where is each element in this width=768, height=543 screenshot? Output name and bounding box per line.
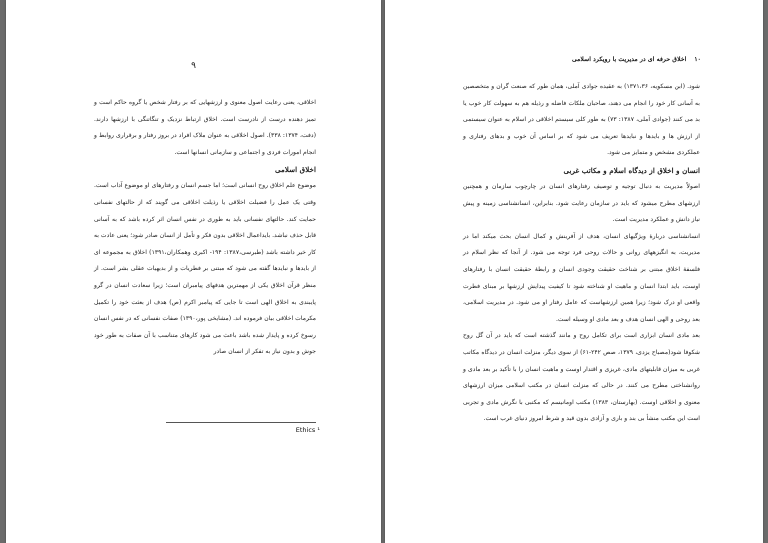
right-body-text (463, 79, 700, 428)
page-number: ۱۰ (694, 56, 701, 63)
paragraph: موضوع علم اخلاق روح انسانی است؛ اما جسم انسان و رفتارهای او موضوع آداب است. وقتی یک عمل را فضیلت اخلاقی یا رذیلت اخلاقی می گویند که از حالتهای نفسانی حمایت کند. حالتهای نفسانی باید به طوری در نفس انسان اثر کرده باشد که به آسانی قابل حذف نباشد. بایداعمال اخلاقی بدون فکر و تأمل از انسان صادر شود؛ یعنی عادت به کار خیر داشته باشد (طبرسی،۱۳۸۷: ۱۹۴- اکبری وهمکاران،۱۳۹۱) اخلاق به مجموعه ای از بایدها و نبایدها گفته می شود که مبتنی بر فطریات و از بدیهیات عقلی بشر است. از منظر قرآن اخلاق یکی از مهمترین هدفهای پیامبران است؛ زیرا سعادت انسان در گرو پایبندی به اخلاق الهی است تا جایی که پیامبر اکرم (ص) هدف از بعثت خود را تکمیل مکرمات اخلاقی بیان فرموده اند. (مشایخی پور،۱۳۹۰) صفات نفسانی که در نفس انسان رسوخ کرده و پایدار شده باشد باعث می شود کارهای متناسب با آن صفات به طور خود جوش و بدون نیاز به تفکر از انسان صادر (94, 182, 316, 356)
right-page (385, 0, 763, 543)
paragraph: انسانشناسی دربارهٔ ویژگیهای انسان، هدف از آفرینش و کمال انسان بحث میکند اما در مدیریت، به انگیزههای روانی و حالات روحی فرد توجه می شود. از آنجا که نظر اسلام در فلسفهٔ اخلاق مبتنی بر شناخت حقیقت وجودی انسان و رابطهٔ حقیقت انسان با رفتارهای اوست، باید ابتدا انسان و ماهیت او شناخته شود تا کیفیت پیدایش ارزشها بر مبنای فطرت واقعی او درک شود؛ زیرا همین ارزشهاست که عامل رفتار او می شود. در مدیریت اسلامی، بعد روحی و الهی انسان هدف و بعد مادی او وسیله است. (463, 232, 700, 323)
section-heading: انسان و اخلاق از دیدگاه اسلام و مکاتب غربی (563, 165, 700, 175)
running-head-title: اخلاق حرفه ای در مدیریت با رویکرد اسلامی (571, 56, 687, 63)
paragraph: بعد مادی انسان ابزاری است برای تکامل روح و مانند گذشته است که باید در آن گل روح شکوفا شود(مصباح یزدی، ۱۳۷۹، صص ۲۴۲-۶۱) از سوی دیگر، منزلت انسان در دیدگاه مکاتب غربی به میزان قابلیتهای مادی، غریزی و اقتدار اوست و ماهیت انسان را با تأکید بر بعد مادی و روانشناختی مطرح می کنند. در حالی که منزلت انسان در مکتب اسلامی میزان ارزشهای معنوی و اخلاقی اوست. (بهارستان، ۱۳۸۳) مکتب اومانیسم که مکتبی با نگرش مادی و تجربی است این مکتب منشأ بی بند و باری و آزادی بدون قید و شرط امروز دنیای غرب است. (463, 332, 701, 423)
paragraph: اصولاً مدیریت به دنبال توجیه و توصیف رفتارهای انسان در چارچوب سازمان و همچنین ارزشهای مطرح میشود که باید در سازمان رعایت شود. بنابراین، انسانشناسی زمینه و پیش نیاز دانش و عملکرد مدیریت است. (463, 182, 700, 224)
left-body-text (94, 95, 316, 361)
page-number: ۹ (191, 61, 196, 71)
running-head (445, 56, 701, 63)
paragraph: شود. (ابن مسکویه، ۱۳۷۱،۳۶) به عقیده جوادی آملی، همان طور که صنعت گران و متخصصین به آسانی کار خود را انجام می دهند، صاحبان ملکات فاضله و رذیله هم به سهولت کار خوب یا بد می کنند (جوادی آملی، ۱۳۸۷: ۷۳) به طور کلی سیستم اخلاقی در اسلام به عنوان سیستمی از ارزش ها و بایدها و نبایدها تعریف می شود که بر اساس آن خوب و بدهای رفتاری و عملکردی مشخص و متمایز می شود. (463, 83, 701, 157)
paragraph: اخلاقی، یعنی رعایت اصول معنوی و ارزشهایی که بر رفتار شخص یا گروه حاکم است و تمیز دهنده درست از نادرست است. اخلاق ارتباط نزدیک و تنگاتنگی با ارزشها دارند. (دفت، ۱۳۷۴: ۳۳۸). اصول اخلاقی به عنوان ملاک افراد در بروز رفتار و برقراری روابط و انجام امورات فردی و اجتماعی و سازمانی انسانها است. (94, 99, 316, 156)
left-page (6, 0, 381, 543)
footnote-divider (166, 422, 316, 423)
section-heading: اخلاق اسلامی (275, 165, 316, 175)
footnote: Ethics ¹ (295, 426, 320, 434)
